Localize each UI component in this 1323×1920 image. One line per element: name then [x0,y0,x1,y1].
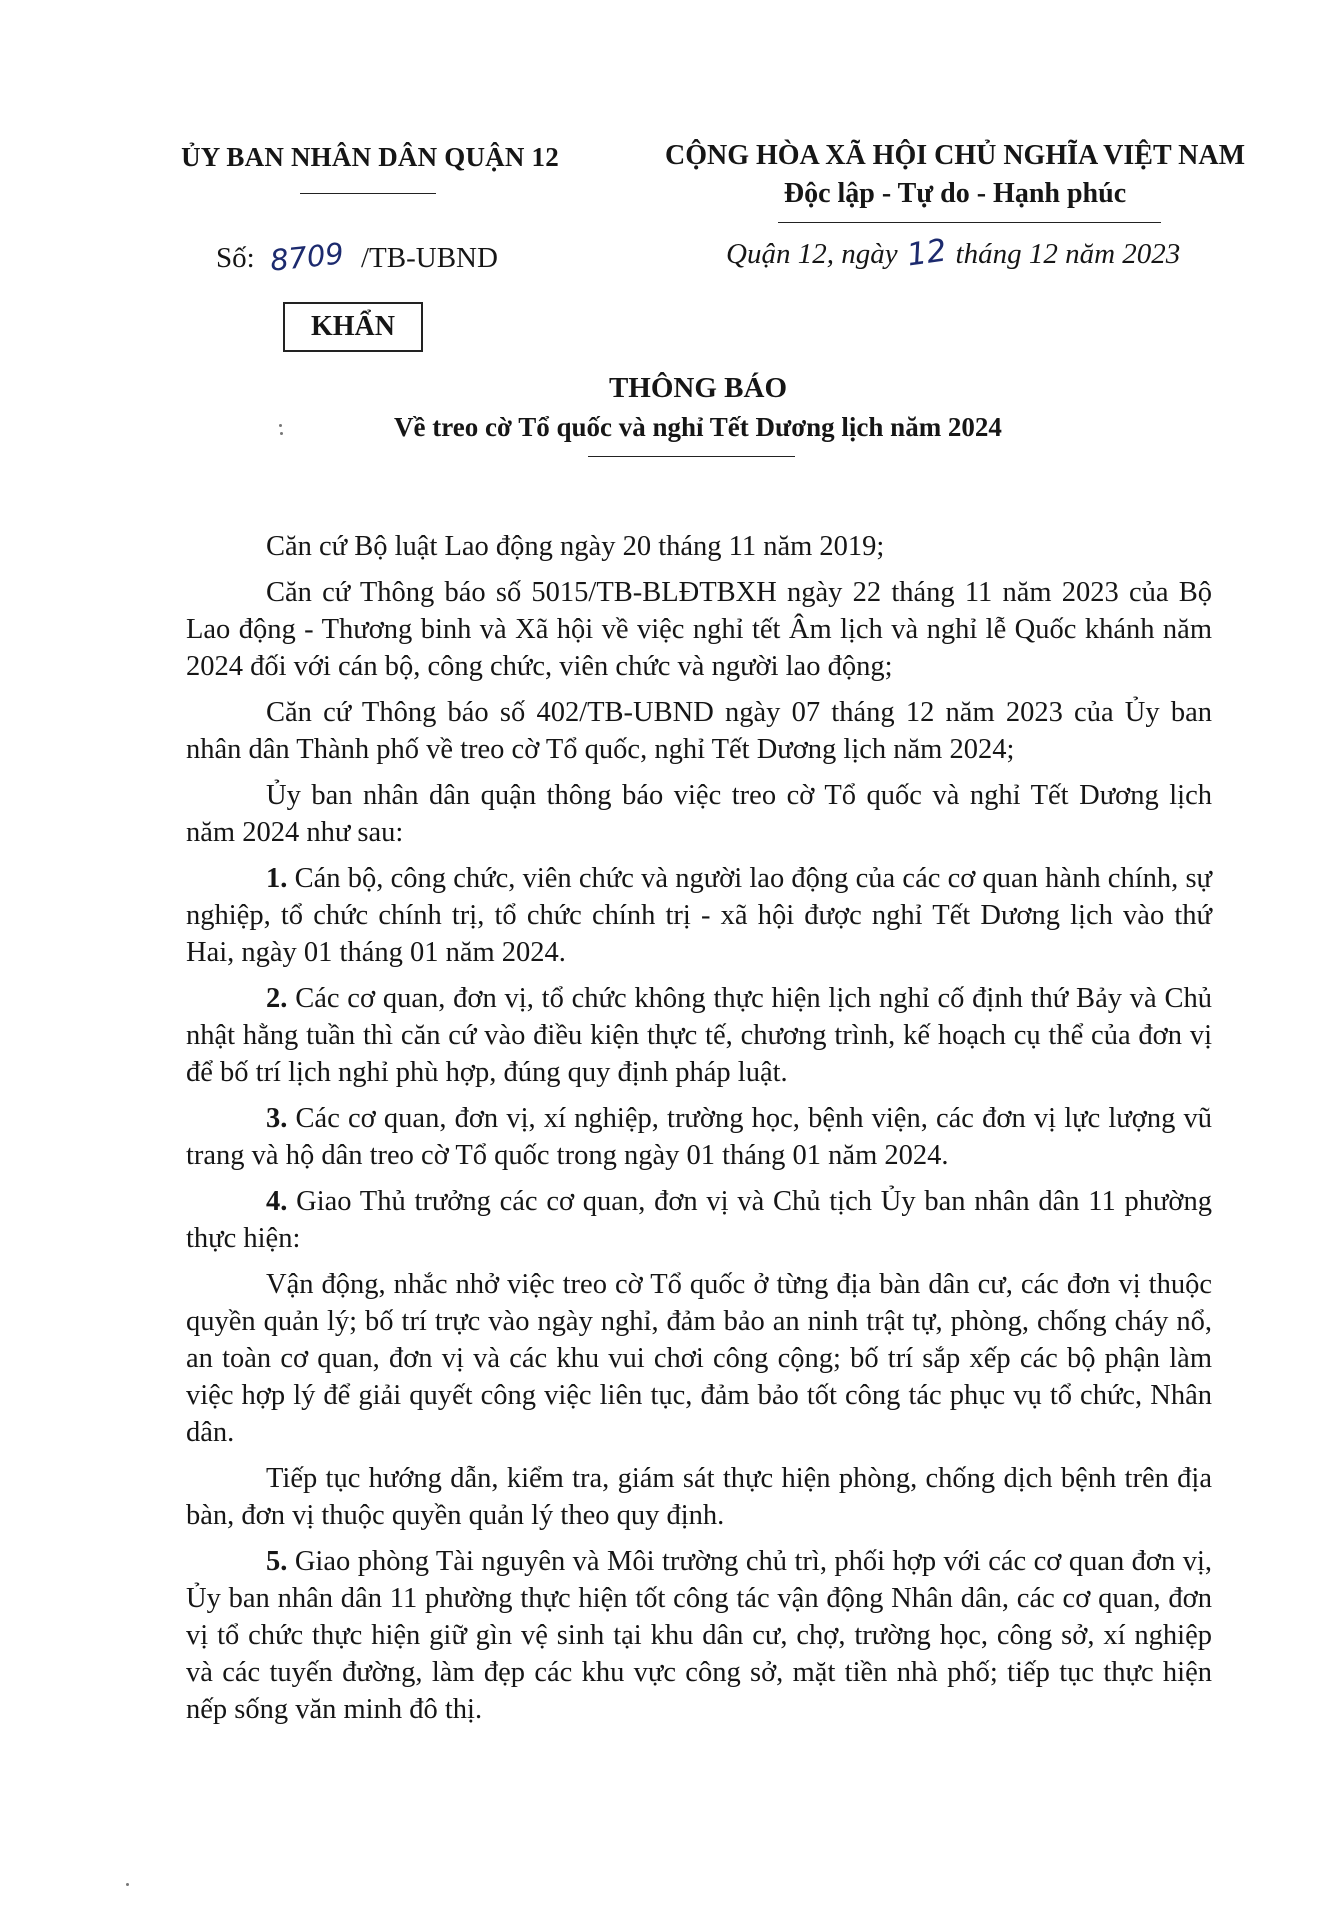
legal-basis-1: Căn cứ Bộ luật Lao động ngày 20 tháng 11 năm 2019; [266,531,885,562]
national-motto: Độc lập - Tự do - Hạnh phúc [783,178,1127,209]
scan-speck [126,1883,129,1886]
item-1-number: 1. [266,863,288,894]
item-2-text: Các cơ quan, đơn vị, tổ chức không thực hiện lịch nghỉ cố định thứ Bảy và Chủ nhật hằng tuần thì căn cứ vào điều kiện thực tế, chương trình, kế hoạch cụ thể của đơn vị để bố trí lịch nghỉ phù hợp, đúng quy định pháp luật. [186,983,1212,1088]
subheading-underline [588,456,795,457]
item-5-number: 5. [266,1546,288,1577]
notice-heading: THÔNG BÁO [608,372,788,404]
item-5-text: Giao phòng Tài nguyên và Môi trường chủ trì, phối hợp với các cơ quan đơn vị, Ủy ban nhân dân 11 phường thực hiện tốt công tác vận động Nhân dân, các cơ quan, đơn vị tổ chức thực hiện giữ gìn vệ sinh tại khu dân cư, chợ, trường học, công sở, xí nghiệp và các tuyến đường, làm đẹp các khu vực công sở, mặt tiền nhà phố; tiếp tục thực hiện nếp sống văn minh đô thị. [186,1546,1212,1725]
item-2 [186,980,1212,1091]
date-suffix: tháng 12 năm 2023 [955,238,1181,270]
item-5 [186,1543,1212,1728]
scan-speck [280,432,283,435]
item-4-number: 4. [266,1186,288,1217]
item-2-number: 2. [266,983,288,1014]
urgent-stamp: KHẨN [283,302,423,352]
date-day-handwritten: 12 [904,232,949,274]
document-number-handwritten: 8709 [268,236,346,278]
notice-body [186,528,1212,1737]
item-3 [186,1100,1212,1174]
notice-subheading: Về treo cờ Tổ quốc và nghỉ Tết Dương lịch năm 2024 [394,412,1002,442]
item-4 [186,1183,1212,1257]
item-4-text: Giao Thủ trưởng các cơ quan, đơn vị và Chủ tịch Ủy ban nhân dân 11 phường thực hiện: [186,1186,1213,1254]
notice-intro: Ủy ban nhân dân quận thông báo việc treo cờ Tổ quốc và nghỉ Tết Dương lịch năm 2024 như sau: [186,780,1212,848]
motto-underline [778,222,1161,223]
legal-basis-3: Căn cứ Thông báo số 402/TB-UBND ngày 07 tháng 12 năm 2023 của Ủy ban nhân dân Thành phố về treo cờ Tổ quốc, nghỉ Tết Dương lịch năm 2024; [186,697,1212,765]
item-4-subparagraph-1: Vận động, nhắc nhở việc treo cờ Tổ quốc ở từng địa bàn dân cư, các đơn vị thuộc quyền quản lý; bố trí trực vào ngày nghỉ, đảm bảo an ninh trật tự, phòng, chống cháy nổ, an toàn cơ quan, đơn vị và các khu vui chơi công cộng; bố trí sắp xếp các bộ phận làm việc hợp lý để giải quyết công việc liên tục, đảm bảo tốt công tác phục vụ tổ chức, Nhân dân. [186,1269,1212,1448]
document-number [216,236,498,278]
item-1-text: Cán bộ, công chức, viên chức và người lao động của các cơ quan hành chính, sự nghiệp, tổ chức chính trị, tổ chức chính trị - xã hội được nghỉ Tết Dương lịch vào thứ Hai, ngày 01 tháng 01 năm 2024. [186,863,1212,968]
item-3-number: 3. [266,1103,288,1134]
item-1 [186,860,1212,971]
agency-underline [300,193,436,194]
legal-basis-2: Căn cứ Thông báo số 5015/TB-BLĐTBXH ngày 22 tháng 11 năm 2023 của Bộ Lao động - Thương binh và Xã hội về việc nghỉ tết Âm lịch và nghỉ lễ Quốc khánh năm 2024 đối với cán bộ, công chức, viên chức và người lao động; [186,577,1212,682]
item-4-subparagraph-2: Tiếp tục hướng dẫn, kiểm tra, giám sát thực hiện phòng, chống dịch bệnh trên địa bàn, đơn vị thuộc quyền quản lý theo quy định. [186,1463,1212,1531]
national-title: CỘNG HÒA XÃ HỘI CHỦ NGHĨA VIỆT NAM [664,140,1246,171]
scan-speck [279,424,282,427]
issuing-agency: ỦY BAN NHÂN DÂN QUẬN 12 [181,142,559,172]
document-number-prefix: Số: [216,242,255,274]
document-date [726,232,1181,274]
date-prefix: Quận 12, ngày [726,238,898,270]
document-number-suffix: /TB-UBND [361,242,498,274]
item-3-text: Các cơ quan, đơn vị, xí nghiệp, trường học, bệnh viện, các đơn vị lực lượng vũ trang và hộ dân treo cờ Tổ quốc trong ngày 01 tháng 01 năm 2024. [186,1103,1212,1171]
